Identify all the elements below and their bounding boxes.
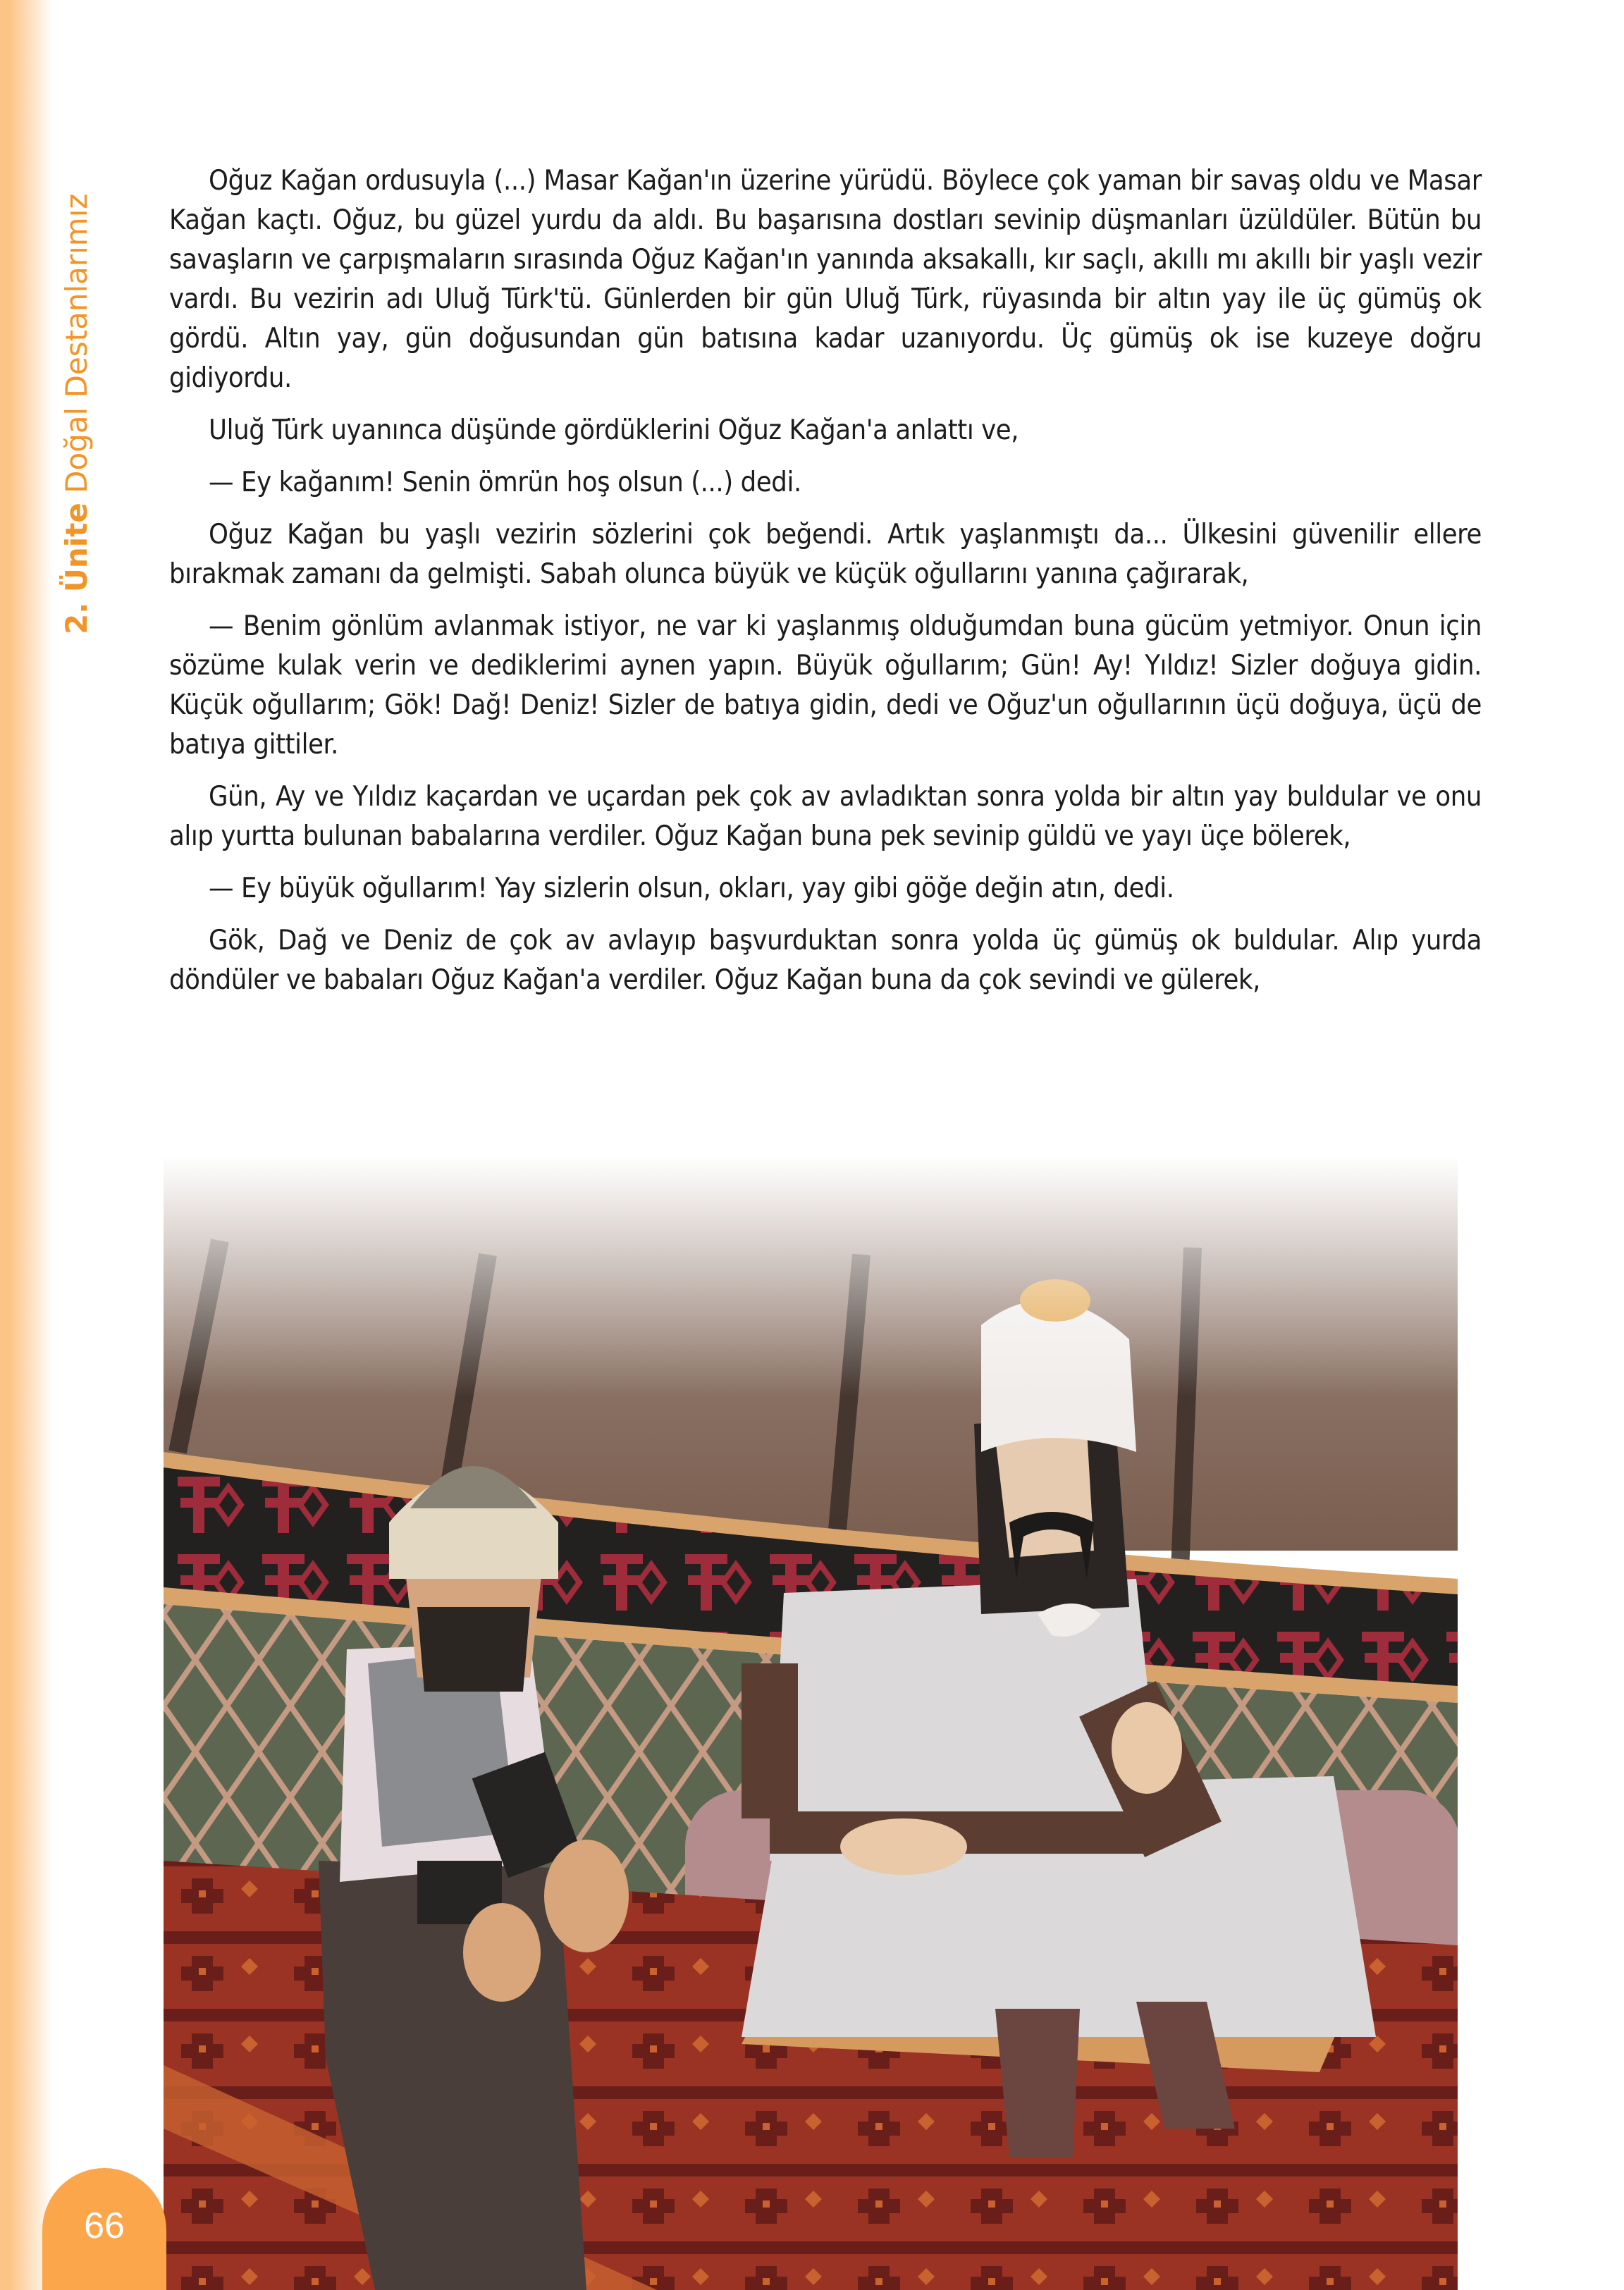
story-illustration bbox=[164, 1156, 1458, 2290]
dialogue-line: — Ey kağanım! Senin ömrün hoş olsun (...) dedi. bbox=[209, 466, 801, 498]
paragraph: Gök, Dağ ve Deniz de çok av avlayıp başvurduktan sonra yolda üç gümüş ok buldular. Alıp yurda döndüler ve babaları Oğuz Kağan'a verdiler. Oğuz Kağan buna da çok sevindi ve gülerek, bbox=[169, 924, 1482, 996]
paragraph: Oğuz Kağan bu yaşlı vezirin sözlerini çok beğendi. Artık yaşlanmıştı da... Ülkesini güvenilir ellere bırakmak zamanı da gelmişti. Sabah olunca büyük ve küçük oğullarını yanına çağırarak, bbox=[169, 518, 1482, 590]
dialogue-line: — Benim gönlüm avlanmak istiyor, ne var ki yaşlanmış olduğumdan buna gücüm yetmiyor. Onun için sözüme kulak verin ve dediklerimi aynen yapın. Büyük oğullarım; Gün! Ay! Yıldız! Sizler doğuya gidin. Küçük oğullarım; Gök! Dağ! Deniz! Sizler de batıya gidin, dedi ve Oğuz'un oğullarının üçü doğuya, üçü de batıya gittiler. bbox=[169, 610, 1482, 761]
story-text bbox=[169, 161, 1482, 1012]
page-number-tab bbox=[42, 2168, 166, 2290]
dialogue-line: — Ey büyük oğullarım! Yay sizlerin olsun, okları, yay gibi göğe değin atın, dedi. bbox=[209, 872, 1174, 904]
unit-number: 2. Ünite bbox=[59, 503, 94, 634]
paragraph: Uluğ Türk uyanınca düşünde gördüklerini Oğuz Kağan'a anlattı ve, bbox=[209, 414, 1019, 446]
paragraph: Gün, Ay ve Yıldız kaçardan ve uçardan pek çok av avladıktan sonra yolda bir altın yay buldular ve onu alıp yurtta bulunan babalarına verdiler. Oğuz Kağan buna pek sevinip güldü ve yayı üçe bölerek, bbox=[169, 780, 1482, 852]
unit-running-header bbox=[59, 193, 94, 634]
page-number: 66 bbox=[84, 2205, 125, 2246]
chapter-side-strip bbox=[0, 0, 53, 2290]
paragraph: Oğuz Kağan ordusuyla (...) Masar Kağan'ın üzerine yürüdü. Böylece çok yaman bir savaş oldu ve Masar Kağan kaçtı. Oğuz, bu güzel yurdu da aldı. Bu başarısına dostları sevinip düşmanları üzüldüler. Bütün bu savaşların ve çarpışmaların sırasında Oğuz Kağan'ın yanında aksakallı, kır saçlı, akıllı mı akıllı bir yaşlı vezir vardı. Bu vezirin adı Uluğ Türk'tü. Günlerden bir gün Uluğ Türk, rüyasında bir altın yay ile üç gümüş ok gördü. Altın yay, gün doğusundan gün batısına kadar uzanıyordu. Üç gümüş ok ise kuzeye doğru gidiyordu. bbox=[169, 164, 1482, 394]
unit-title: Doğal Destanlarımız bbox=[59, 193, 94, 493]
yurt-scene-image bbox=[164, 1156, 1458, 2290]
